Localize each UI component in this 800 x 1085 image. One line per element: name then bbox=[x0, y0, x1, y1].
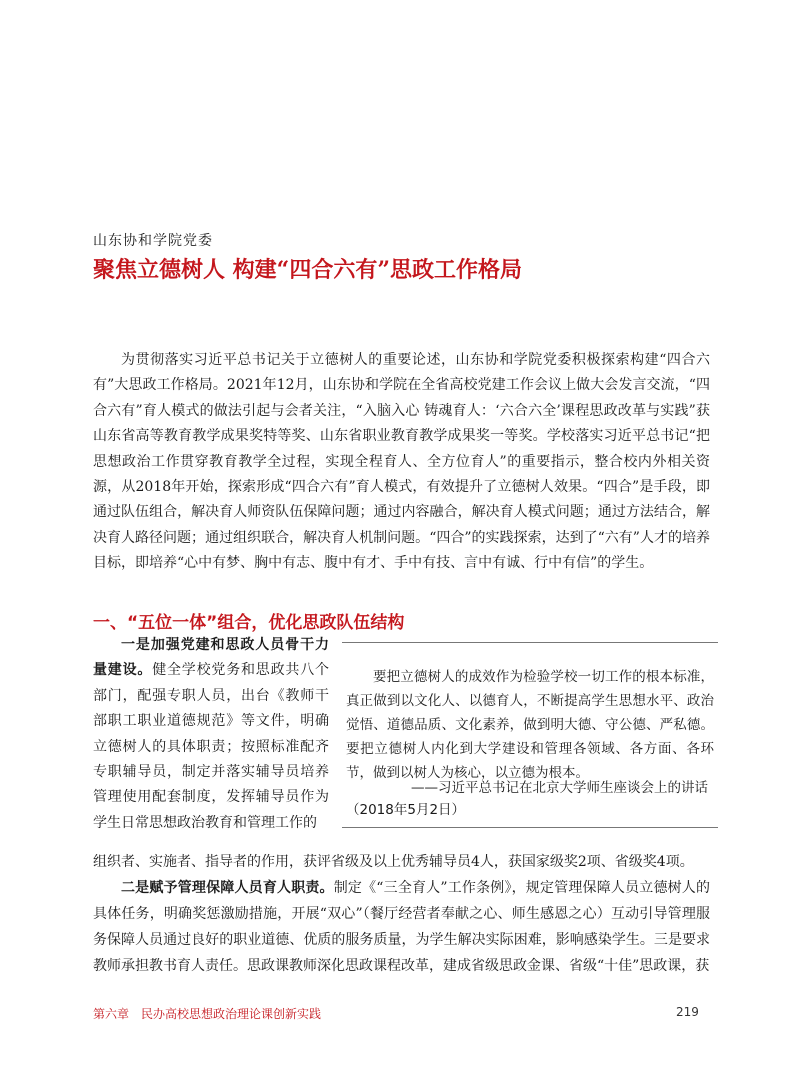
organization-label: 山东协和学院党委 bbox=[93, 233, 213, 249]
paragraph-two-lead: 二是赋予管理保障人员育人职责。 bbox=[121, 880, 334, 896]
footer-chapter: 第六章 民办高校思想政治理论课创新实践 bbox=[93, 1007, 322, 1021]
section-column-paragraph bbox=[93, 633, 329, 836]
quote-text: 要把立德树人的成效作为检验学校一切工作的根本标准，真正做到以文化人、以德育人，不断提高学生思想水平、政治觉悟、道德品质、文化素养，做到明大德、守公德、严私德。要把立德树人内化到大学建设和管理各领域、各方面、各环节，做到以树人为核心，以立德为根本。 bbox=[346, 669, 714, 781]
paragraph-two-body: 制定《“三全育人”工作条例》，规定管理保障人员立德树人的具体任务，明确奖惩激励措施，开展“双心”（餐厅经营者奉献之心、师生感恩之心）互动引导管理服务保障人员通过良好的职业道德、优质的服务质量，为学生解决实际困难，影响感染学生。三是要求教师承担教书育人责任。思政课教师深化思政课程改革，建成省级思政金课、省级“十佳”思政课，获 bbox=[93, 880, 710, 974]
section-heading: 一、“五位一体”组合，优化思政队伍结构 bbox=[93, 613, 405, 633]
page-number: 219 bbox=[676, 1005, 699, 1019]
paragraph-body: 健全学校党务和思政共八个部门，配强专职人员，出台《教师干部职工职业道德规范》等文件，明确立德树人的具体职责；按照标准配齐专职辅导员，制定并落实辅导员培养管理使用配套制度，发挥辅导员作为学生日常思想政治教育和管理工作的 bbox=[93, 662, 330, 831]
paragraph-two bbox=[93, 875, 710, 979]
section-continuation: 组织者、实施者、指导者的作用，获评省级及以上优秀辅导员4人，获国家级奖2项、省级奖4项。 bbox=[93, 854, 694, 870]
intro-paragraph: 为贯彻落实习近平总书记关于立德树人的重要论述，山东协和学院党委积极探索构建“四合六有”大思政工作格局。2021年12月，山东协和学院在全省高校党建工作会议上做大会发言交流，“四合六有”育人模式的做法引起与会者关注，“入脑入心 铸魂育人：‘六合六全’课程思政改革与实践”获山东省高等教育教学成果奖特等奖、山东省职业教育教学成果奖一等奖。学校落实习近平总书记“把思想政治工作贯穿教育教学全过程，实现全程育人、全方位育人”的重要指示，整合校内外相关资源，从2018年开始，探索形成“四合六有”育人模式，有效提升了立德树人效果。“四合”是手段，即通过队伍组合，解决育人师资队伍保障问题；通过内容融合，解决育人模式问题；通过方法结合，解决育人路径问题；通过组织联合，解决育人机制问题。“四合”的实践探索，达到了“六有”人才的培养目标，即培养“心中有梦、胸中有志、腹中有才、手中有技、言中有诚、行中有信”的学生。 bbox=[93, 352, 710, 572]
paragraph-lead: 一是加强党建和思政人员骨干力量建设。 bbox=[93, 637, 329, 679]
article-title: 聚焦立德树人 构建“四合六有”思政工作格局 bbox=[93, 257, 522, 283]
quote-source: ——习近平总书记在北京大学师生座谈会上的讲话 bbox=[411, 780, 708, 796]
quote-date: （2018年5月2日） bbox=[346, 802, 466, 818]
